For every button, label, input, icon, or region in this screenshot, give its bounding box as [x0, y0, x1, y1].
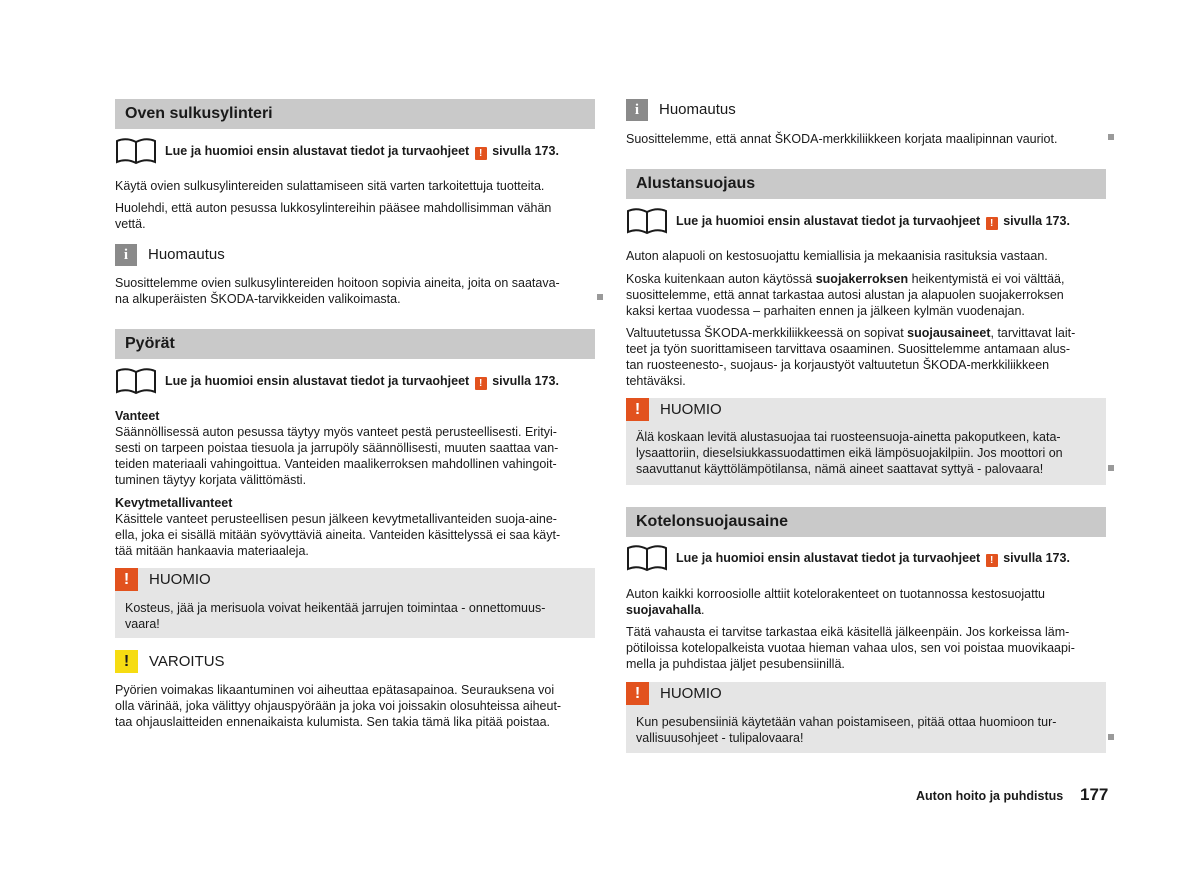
paragraph-line: tää mitään hankaavia materiaaleja.: [115, 544, 309, 558]
section-heading-alustansuojaus: Alustansuojaus: [626, 169, 1106, 199]
paragraph-line: ella, joka ei sisällä mitään syövyttäviä aineita. Vanteiden käsittelyssä ei saa käyt-: [115, 528, 561, 542]
note-title: [626, 99, 1106, 121]
paragraph-line: Säännöllisessä auton pesussa täytyy myös vanteet pestä perusteellisesti. Erityi-: [115, 425, 557, 439]
reference-page-link[interactable]: sivulla 173.: [1003, 550, 1070, 565]
caution-box: [626, 398, 1106, 485]
caution-line: Kosteus, jää ja merisuola voivat heikentää jarrujen toimintaa - onnettomuus-: [125, 601, 546, 615]
caution-box: [626, 682, 1106, 753]
paragraph: Käytä ovien sulkusylintereiden sulattamiseen sitä varten tarkoitettuja tuotteita.: [115, 179, 545, 193]
section-heading-kotelonsuojausaine: Kotelonsuojausaine: [626, 507, 1106, 537]
paragraph-line: suosittelemme, että annat tarkastaa autosi alustan ja alapuolen suojakerroksen: [626, 288, 1064, 302]
warning-line: Pyörien voimakas likaantuminen voi aiheuttaa epätasapainoa. Seurauksena voi: [115, 683, 555, 697]
safety-reference: [115, 367, 595, 395]
reference-page-link[interactable]: sivulla 173.: [1003, 213, 1070, 228]
paragraph-line: mella ja puhdistaa jäljet pesubensiinillä.: [626, 657, 845, 671]
safety-reference: [626, 207, 1106, 235]
paragraph-line: teiden materiaali vahingoittua. Vanteiden maalikerroksen mahdollinen vahingoit-: [115, 457, 557, 471]
caution-line: saavuttanut käyttölämpötilansa, nämä aineet saattavat syttyä - palovaara!: [636, 462, 1044, 476]
exclamation-icon: !: [115, 650, 138, 673]
paragraph-line: kaksi kertaa vuodessa – parhaiten ennen ja jälkeen kylmän vuodenajan.: [626, 304, 1025, 318]
subheading: Kevytmetallivanteet: [115, 496, 233, 510]
subheading: Vanteet: [115, 409, 160, 423]
exclamation-icon: !: [626, 682, 649, 705]
caution-line: vallisuusohjeet - tulipalovaara!: [636, 731, 804, 745]
warning-title: [115, 650, 595, 673]
end-mark: [597, 294, 603, 300]
warning-icon: !: [986, 217, 998, 230]
emphasis: suojausaineet: [907, 326, 991, 340]
exclamation-icon: !: [115, 568, 138, 591]
paragraph-line: teet ja työn suorittamiseen tarvittava osaaminen. Suosittelemme antamaan alus-: [626, 342, 1070, 356]
warning-label: VAROITUS: [149, 653, 225, 670]
footer-section-title: Auton hoito ja puhdistus: [916, 789, 1064, 803]
warning-line: olla värinää, joka välittyy ohjauspyörään ja joka voi joissakin olosuhteissa aiheut-: [115, 699, 562, 713]
reference-text: Lue ja huomioi ensin alustavat tiedot ja turvaohjeet: [676, 550, 981, 565]
paragraph-line: Valtuutetussa ŠKODA-merkkiliikkeessä on sopivat suojausaineet, tarvittavat lait-: [626, 326, 1076, 340]
paragraph-line: Auton kaikki korroosiolle alttiit kotelorakenteet on tuotannossa kestosuojattu: [626, 587, 1045, 601]
paragraph-line: Koska kuitenkaan auton käytössä suojakerroksen heikentymistä ei voi välttää,: [626, 272, 1065, 286]
warning-line: taa ohjauslaitteiden ennenaikaista kulumista. Sen takia tämä lika pitää poistaa.: [115, 715, 550, 729]
note-line: Suosittelemme ovien sulkusylintereiden hoitoon sopivia aineita, joita on saatava-: [115, 276, 560, 290]
emphasis: suojavahalla: [626, 603, 702, 617]
section-heading-oven: Oven sulkusylinteri: [115, 99, 595, 129]
end-mark: [1108, 465, 1114, 471]
paragraph-line: Käsittele vanteet perusteellisen pesun jälkeen kevytmetallivanteiden suoja-aine-: [115, 512, 557, 526]
note-label: Huomautus: [148, 246, 225, 263]
info-icon: i: [626, 99, 648, 121]
reference-text: Lue ja huomioi ensin alustavat tiedot ja turvaohjeet: [165, 373, 470, 388]
paragraph-line: tan ruosteenesto-, suojaus- ja korjaustyöt valtuutetun ŠKODA-merkkiliikkeen: [626, 358, 1050, 372]
paragraph-line: vettä.: [115, 217, 146, 231]
caution-box: [115, 568, 595, 638]
book-icon: [626, 544, 668, 572]
safety-reference: [115, 137, 595, 165]
info-icon: i: [115, 244, 137, 266]
end-mark: [1108, 734, 1114, 740]
reference-page-link[interactable]: sivulla 173.: [492, 373, 559, 388]
section-heading-pyorat: Pyörät: [115, 329, 595, 359]
paragraph-line: Huolehdi, että auton pesussa lukkosylintereihin pääsee mahdollisimman vähän: [115, 201, 552, 215]
paragraph-line: suojavahalla.: [626, 603, 705, 617]
paragraph-line: tuminen täytyy korjata välittömästi.: [115, 473, 307, 487]
warning-icon: !: [475, 377, 487, 390]
caution-line: vaara!: [125, 617, 160, 631]
note-title: [115, 244, 595, 266]
emphasis: suojakerroksen: [815, 272, 909, 286]
note-label: Huomautus: [659, 101, 736, 118]
caution-label: HUOMIO: [149, 571, 211, 588]
note-text: Suosittelemme, että annat ŠKODA-merkkiliikkeen korjata maalipinnan vauriot.: [626, 132, 1058, 146]
caution-line: Älä koskaan levitä alustasuojaa tai ruosteensuoja-ainetta pakoputkeen, kata-: [636, 430, 1061, 444]
reference-text: Lue ja huomioi ensin alustavat tiedot ja turvaohjeet: [165, 143, 470, 158]
warning-icon: !: [986, 554, 998, 567]
reference-page-link[interactable]: sivulla 173.: [492, 143, 559, 158]
caution-label: HUOMIO: [660, 685, 722, 702]
book-icon: [626, 207, 668, 235]
book-icon: [115, 137, 157, 165]
caution-line: lysaattoriin, dieselsiukkassuodattimen eikä lämpösuojakilpiin. Jos moottori on: [636, 446, 1063, 460]
paragraph-line: Tätä vahausta ei tarvitse tarkastaa eikä käsitellä jälkeenpäin. Jos korkeissa läm-: [626, 625, 1070, 639]
end-mark: [1108, 134, 1114, 140]
safety-reference: [626, 544, 1106, 572]
reference-text: Lue ja huomioi ensin alustavat tiedot ja turvaohjeet: [676, 213, 981, 228]
paragraph-line: pötiloissa kotelopalkeista vuotaa hieman vahaa ulos, sen voi poistaa muovikaapi-: [626, 641, 1075, 655]
paragraph-line: sesti on tarpeen poistaa tiesuola ja jarrupöly säännöllisesti, muuten saattaa van-: [115, 441, 559, 455]
paragraph-line: tehtäväksi.: [626, 374, 686, 388]
caution-line: Kun pesubensiiniä käytetään vahan poistamiseen, pitää ottaa huomioon tur-: [636, 715, 1057, 729]
note-line: na alkuperäisten ŠKODA-tarvikkeiden valikoimasta.: [115, 292, 401, 306]
warning-icon: !: [475, 147, 487, 160]
page-number: 177: [1080, 785, 1109, 804]
paragraph: Auton alapuoli on kestosuojattu kemiallisia ja mekaanisia rasituksia vastaan.: [626, 249, 1048, 263]
exclamation-icon: !: [626, 398, 649, 421]
caution-label: HUOMIO: [660, 401, 722, 418]
book-icon: [115, 367, 157, 395]
